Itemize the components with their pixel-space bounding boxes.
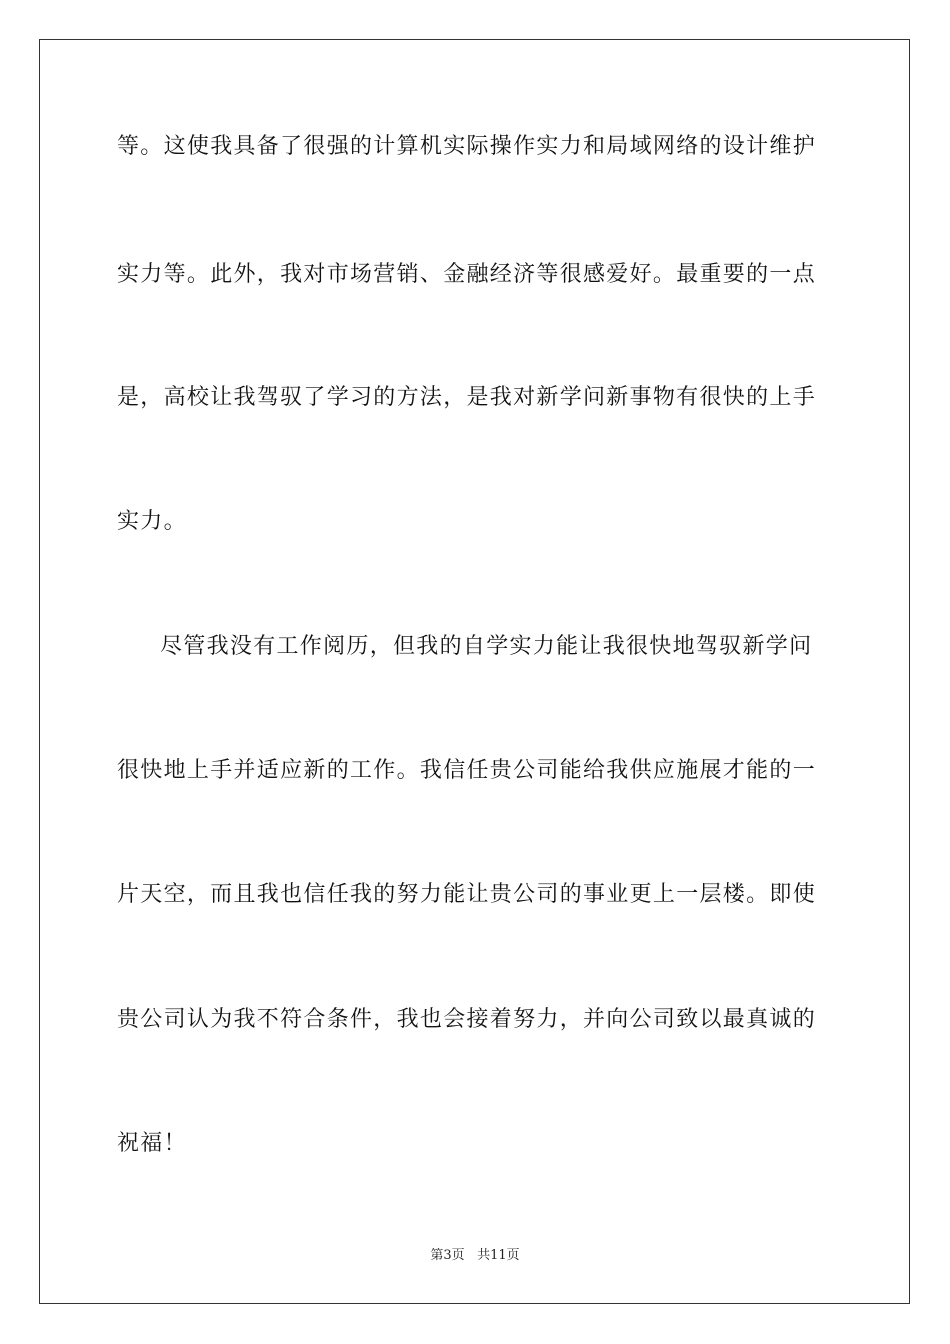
page-footer xyxy=(0,1247,950,1265)
body-text-line: 贵公司认为我不符合条件，我也会接着努力，并向公司致以最真诚的 xyxy=(117,1007,817,1032)
page-number: 第3页 xyxy=(430,1248,465,1263)
body-text-line: 实力等。此外，我对市场营销、金融经济等很感爱好。最重要的一点 xyxy=(117,262,817,287)
body-text-line: 等。这使我具备了很强的计算机实际操作实力和局域网络的设计维护 xyxy=(117,134,817,159)
page-border xyxy=(39,39,910,1304)
body-text-line: 祝福！ xyxy=(117,1131,187,1156)
body-text-line: 片天空，而且我也信任我的努力能让贵公司的事业更上一层楼。即使 xyxy=(117,882,817,907)
paragraph-first-line: 尽管我没有工作阅历，但我的自学实力能让我很快地驾驭新学问 xyxy=(160,634,813,659)
body-text-line: 是，高校让我驾驭了学习的方法，是我对新学问新事物有很快的上手 xyxy=(117,385,817,410)
page-total: 共11页 xyxy=(477,1248,520,1263)
body-text-line: 实力。 xyxy=(117,509,187,534)
body-text-line: 很快地上手并适应新的工作。我信任贵公司能给我供应施展才能的一 xyxy=(117,758,817,783)
